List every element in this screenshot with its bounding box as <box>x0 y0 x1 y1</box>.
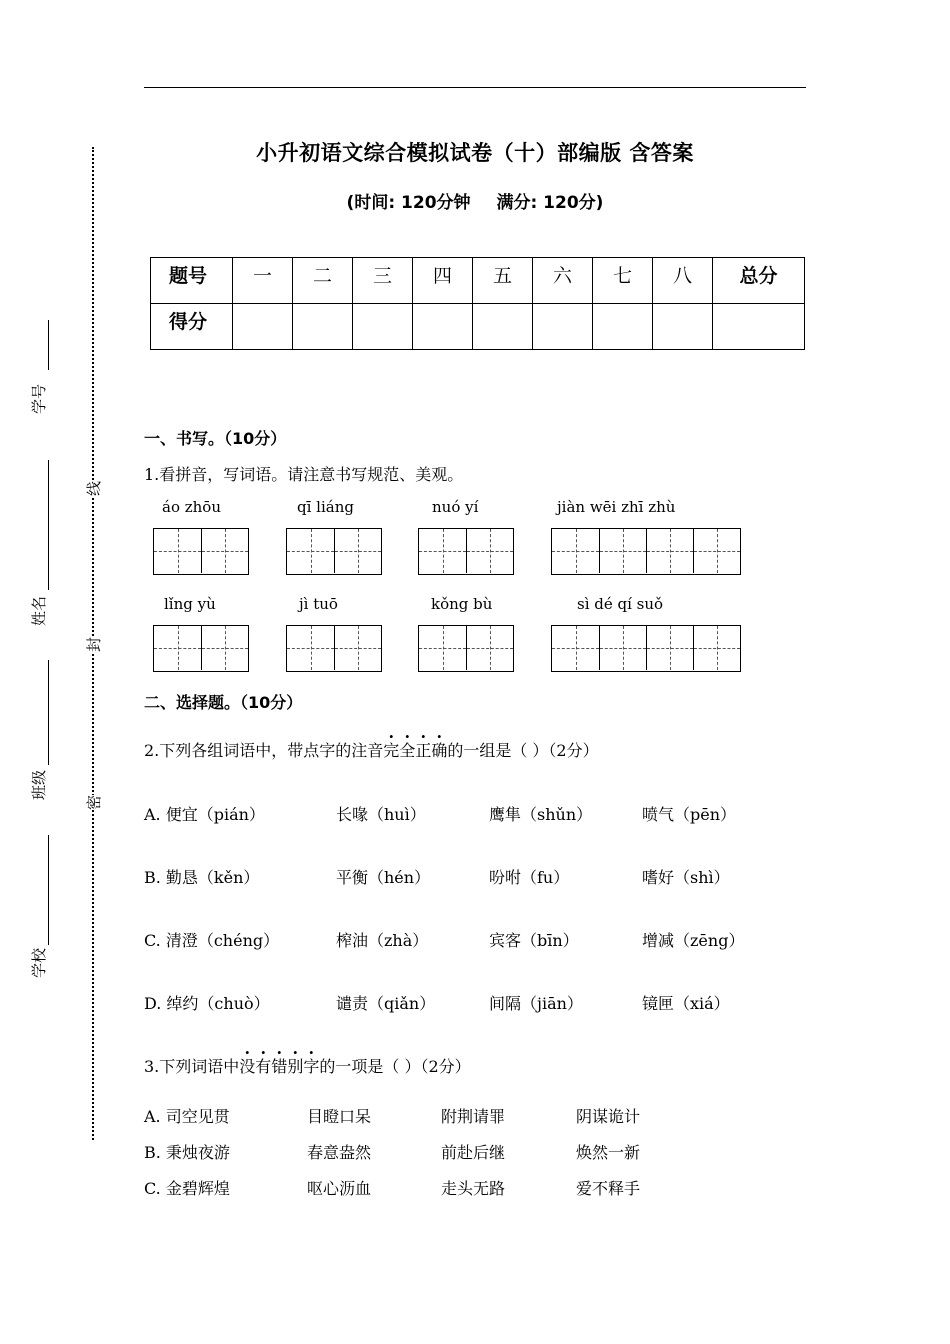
option-text: 谴责（qiǎn） <box>336 994 436 1013</box>
full-score: 满分: 120分) <box>496 193 604 213</box>
option-item[interactable] <box>144 991 270 1014</box>
pinyin-label: qī liáng <box>297 498 354 516</box>
school-label: 学校 <box>30 947 48 978</box>
score-cell[interactable] <box>233 304 293 350</box>
grid-cell[interactable] <box>154 529 201 573</box>
grid-cell[interactable] <box>693 529 740 573</box>
writing-grid[interactable] <box>418 528 514 575</box>
option-item[interactable] <box>489 865 569 888</box>
page-title: 小升初语文综合模拟试卷（十）部编版 含答案 <box>256 141 694 165</box>
pinyin-label: kǒng bù <box>431 595 493 613</box>
emphasis-char: 没 <box>239 1057 256 1076</box>
option-item[interactable] <box>144 928 279 951</box>
option-item[interactable] <box>144 1176 230 1199</box>
option-item[interactable] <box>144 1104 230 1127</box>
writing-grid[interactable] <box>551 625 741 672</box>
emphasis-text <box>239 1057 319 1076</box>
option-text: 宾客（bīn） <box>489 931 579 950</box>
pinyin-label: jiàn wēi zhī zhù <box>557 498 676 516</box>
option-text: 爱不释手 <box>576 1179 641 1198</box>
score-table-score-row <box>151 304 805 350</box>
header-cell: 三 <box>353 258 413 304</box>
option-text: 吩咐（fu） <box>489 868 570 887</box>
writing-grid[interactable] <box>286 528 382 575</box>
option-text: 走头无路 <box>441 1179 506 1198</box>
grid-cell[interactable] <box>552 626 599 670</box>
grid-cell[interactable] <box>334 626 381 670</box>
score-cell[interactable] <box>293 304 353 350</box>
header-cell: 八 <box>653 258 713 304</box>
header-cell: 五 <box>473 258 533 304</box>
option-item[interactable] <box>307 1104 371 1127</box>
emphasis-char: 正 <box>415 741 432 760</box>
grid-cell[interactable] <box>154 626 201 670</box>
grid-cell[interactable] <box>599 626 646 670</box>
option-text: 鹰隼（shǔn） <box>489 805 593 824</box>
option-text: B. 秉烛夜游 <box>144 1143 230 1162</box>
option-item[interactable] <box>642 928 744 951</box>
option-text: 间隔（jiān） <box>489 994 583 1013</box>
question-post: 的一项是（ ）（2分） <box>319 1057 471 1076</box>
option-item[interactable] <box>489 928 579 951</box>
emphasis-char: 全 <box>399 741 416 760</box>
emphasis-char: 完 <box>383 741 400 760</box>
option-text: 目瞪口呆 <box>307 1107 372 1126</box>
header-cell: 一 <box>233 258 293 304</box>
option-text: 喷气（pēn） <box>642 805 737 824</box>
student-id-underline <box>48 320 49 370</box>
writing-grid[interactable] <box>153 625 249 672</box>
student-id-label: 学号 <box>30 383 48 414</box>
option-item[interactable] <box>489 991 583 1014</box>
option-item[interactable] <box>336 991 435 1014</box>
question-post: 的一组是（ ）（2分） <box>447 741 599 760</box>
name-underline <box>48 460 49 590</box>
writing-grid[interactable] <box>418 625 514 672</box>
option-text: 增减（zēng） <box>642 931 745 950</box>
pinyin-label: áo zhōu <box>162 498 221 516</box>
question-pre: 3.下列词语中 <box>144 1057 240 1076</box>
emphasis-char: 别 <box>287 1057 304 1076</box>
name-label: 姓名 <box>30 595 48 626</box>
time-limit: (时间: 120分钟 <box>346 193 471 213</box>
score-cell[interactable] <box>353 304 413 350</box>
option-text: 前赴后继 <box>441 1143 506 1162</box>
header-cell: 七 <box>593 258 653 304</box>
pinyin-label: jì tuō <box>299 595 338 613</box>
grid-cell[interactable] <box>599 529 646 573</box>
header-cell: 总分 <box>713 258 805 304</box>
option-text: 榨油（zhà） <box>336 931 429 950</box>
grid-cell[interactable] <box>334 529 381 573</box>
option-item[interactable] <box>642 865 730 888</box>
score-cell[interactable] <box>413 304 473 350</box>
option-text: 附荆请罪 <box>441 1107 506 1126</box>
question-text <box>144 738 599 761</box>
option-item[interactable] <box>336 865 430 888</box>
option-text: A. 司空见贯 <box>144 1107 230 1126</box>
row-label: 得分 <box>151 304 233 350</box>
grid-cell[interactable] <box>693 626 740 670</box>
score-cell[interactable] <box>713 304 805 350</box>
pinyin-label: nuó yí <box>432 498 479 516</box>
option-text: 嗜好（shì） <box>642 868 730 887</box>
option-item[interactable] <box>336 802 426 825</box>
header-cell: 四 <box>413 258 473 304</box>
question-pre: 2.下列各组词语中，带点字的注音 <box>144 741 384 760</box>
emphasis-char: 有 <box>255 1057 272 1076</box>
option-item[interactable] <box>576 1104 640 1127</box>
option-item[interactable] <box>336 928 428 951</box>
option-text: 春意盎然 <box>307 1143 372 1162</box>
option-text: 镜匣（xiá） <box>642 994 730 1013</box>
grid-cell[interactable] <box>287 529 334 573</box>
grid-cell[interactable] <box>201 626 248 670</box>
seal-char-secret: 密 <box>85 794 104 811</box>
header-cell: 六 <box>533 258 593 304</box>
header-cell: 题号 <box>151 258 233 304</box>
option-item[interactable] <box>489 802 592 825</box>
question-text: 1.看拼音，写词语。请注意书写规范、美观。 <box>144 465 464 484</box>
emphasis-char: 确 <box>431 741 448 760</box>
seal-char-line: 线 <box>85 480 104 497</box>
option-item[interactable] <box>576 1140 640 1163</box>
option-text: 阴谋诡计 <box>576 1107 641 1126</box>
grid-cell[interactable] <box>419 529 466 573</box>
emphasis-char: 字 <box>303 1057 320 1076</box>
writing-grid[interactable] <box>551 528 741 575</box>
option-item[interactable] <box>144 865 259 888</box>
grid-cell[interactable] <box>201 529 248 573</box>
option-text: 呕心沥血 <box>307 1179 372 1198</box>
grid-cell[interactable] <box>466 626 513 670</box>
pinyin-label: lǐng yù <box>164 595 216 613</box>
option-item[interactable] <box>576 1176 640 1199</box>
school-underline <box>48 835 49 945</box>
grid-cell[interactable] <box>287 626 334 670</box>
exam-info <box>0 188 950 213</box>
pinyin-label: sì dé qí suǒ <box>577 595 664 613</box>
class-underline <box>48 660 49 765</box>
option-item[interactable] <box>144 1140 230 1163</box>
option-item[interactable] <box>642 802 736 825</box>
writing-grid[interactable] <box>286 625 382 672</box>
grid-cell[interactable] <box>466 529 513 573</box>
top-rule <box>144 87 806 88</box>
option-item[interactable] <box>307 1140 371 1163</box>
section-heading: 二、选择题。（10分） <box>144 693 303 712</box>
score-table-header-row <box>151 258 805 304</box>
score-cell[interactable] <box>473 304 533 350</box>
grid-cell[interactable] <box>552 529 599 573</box>
score-cell[interactable] <box>533 304 593 350</box>
option-item[interactable] <box>441 1104 505 1127</box>
option-item[interactable] <box>144 802 265 825</box>
grid-cell[interactable] <box>646 529 693 573</box>
emphasis-char: 错 <box>271 1057 288 1076</box>
option-text: 平衡（hén） <box>336 868 431 887</box>
score-table <box>150 257 805 350</box>
option-item[interactable] <box>642 991 730 1014</box>
grid-cell[interactable] <box>646 626 693 670</box>
question-text <box>144 1054 471 1077</box>
option-text: 长喙（huì） <box>336 805 426 824</box>
writing-grid[interactable] <box>153 528 249 575</box>
class-label: 班级 <box>30 769 48 800</box>
grid-cell[interactable] <box>419 626 466 670</box>
option-item[interactable] <box>441 1140 505 1163</box>
option-text: C. 金碧辉煌 <box>144 1179 230 1198</box>
header-cell: 二 <box>293 258 353 304</box>
option-item[interactable] <box>307 1176 371 1199</box>
section-heading: 一、书写。（10分） <box>144 429 287 448</box>
option-text: B. 勤恳（kěn） <box>144 868 260 887</box>
option-text: C. 清澄（chéng） <box>144 931 280 950</box>
score-cell[interactable] <box>653 304 713 350</box>
emphasis-text <box>383 741 447 760</box>
option-text: A. 便宜（pián） <box>144 805 265 824</box>
seal-char-seal: 封 <box>85 636 104 653</box>
option-item[interactable] <box>441 1176 505 1199</box>
option-text: D. 绰约（chuò） <box>144 994 270 1013</box>
option-text: 焕然一新 <box>576 1143 641 1162</box>
score-cell[interactable] <box>593 304 653 350</box>
